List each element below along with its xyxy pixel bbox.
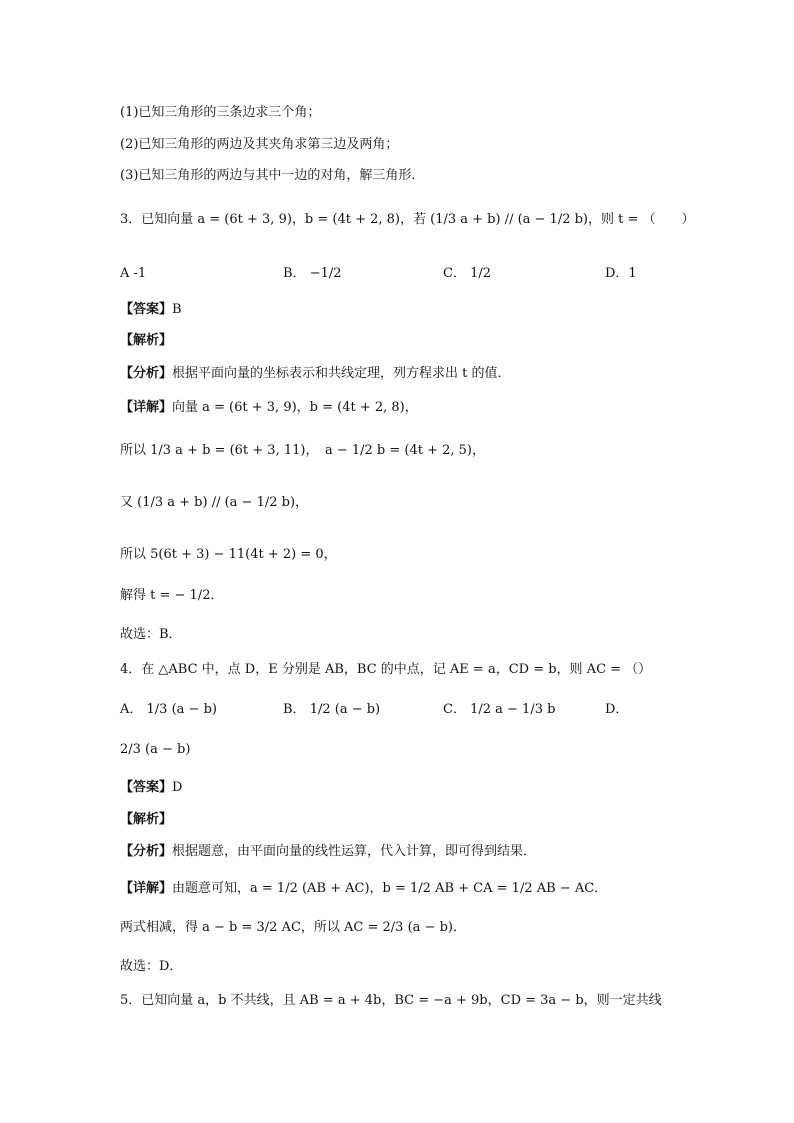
q3-conclusion: 故选：B．	[120, 627, 182, 642]
q3-analysis-title: 【解析】	[120, 333, 173, 348]
q4-detail-label: 【详解】	[120, 881, 173, 896]
q4-stem: 4．在 △ABC 中，点 D，E 分别是 AB，BC 的中点，记 AE = a，CD = b，则 AC = （）	[120, 662, 652, 677]
q4-option-c-value: 1/2 a − 1/3 b	[470, 702, 556, 717]
q4-option-d: D．	[605, 702, 629, 717]
q4-option-a-value: 1/3 (a − b)	[146, 702, 217, 717]
q4-answer-value: D	[172, 780, 183, 795]
q4-detail-line-2: 两式相减，得 a − b = 3/2 AC，所以 AC = 2/3 (a − b)．	[120, 920, 466, 935]
q3-option-b	[283, 264, 342, 284]
q3-detail-line-1: 向量 a = (6t + 3, 9)，b = (4t + 2, 8)，	[172, 400, 418, 415]
q4-fenxi	[120, 842, 536, 862]
q3-detail-line-4: 所以 5(6t + 3) − 11(4t + 2) = 0，	[120, 547, 337, 562]
q4-fenxi-label: 【分析】	[120, 844, 173, 859]
q4-answer-label: 【答案】	[120, 780, 173, 795]
q4-answer	[120, 778, 182, 798]
q3-option-b-value: −1/2	[309, 266, 342, 281]
q4-option-d-value: 2/3 (a − b)	[120, 742, 191, 757]
q3-stem: 3．已知向量 a = (6t + 3, 9)，b = (4t + 2, 8)，若 (1/3 a + b) // (a − 1/2 b)，则 t = （ ）	[120, 212, 695, 227]
q3-option-c	[443, 264, 491, 284]
q3-fenxi-text: 根据平面向量的坐标表示和共线定理，列方程求出 t 的值．	[172, 366, 511, 381]
q3-fenxi-label: 【分析】	[120, 366, 173, 381]
q3-detail-line-3: 又 (1/3 a + b) // (a − 1/2 b)，	[120, 495, 309, 510]
q3-option-d: D．1	[605, 266, 637, 281]
q3-option-a: A -1	[120, 266, 147, 281]
q3-answer-value: B	[172, 302, 182, 317]
q4-fenxi-text: 根据题意，由平面向量的线性运算，代入计算，即可得到结果．	[172, 844, 537, 859]
q4-detail-line-1: 由题意可知，a = 1/2 (AB + AC)，b = 1/2 AB + CA = 1/2 AB − AC．	[172, 881, 608, 896]
intro-item-3: (3)已知三角形的两边与其中一边的对角，解三角形．	[120, 168, 425, 183]
q4-conclusion: 故选：D．	[120, 959, 183, 974]
q4-analysis-title: 【解析】	[120, 812, 173, 827]
q4-option-a	[120, 700, 217, 720]
q3-option-b-prefix: B．	[283, 266, 306, 281]
q3-option-c-prefix: C．	[443, 266, 466, 281]
q4-option-b	[283, 700, 380, 720]
q3-answer-label: 【答案】	[120, 302, 173, 317]
intro-item-2: (2)已知三角形的两边及其夹角求第三边及两角；	[120, 137, 399, 152]
q3-answer	[120, 300, 182, 320]
q4-detail-1	[120, 879, 607, 899]
q3-detail-line-2: 所以 1/3 a + b = (6t + 3, 11)， a − 1/2 b = (4t + 2, 5)，	[120, 443, 485, 458]
q3-detail-1	[120, 398, 418, 418]
q4-option-a-prefix: A．	[120, 702, 143, 717]
q4-option-b-prefix: B．	[283, 702, 306, 717]
q3-option-c-value: 1/2	[470, 266, 492, 281]
q5-stem: 5．已知向量 a，b 不共线，且 AB = a + 4b，BC = −a + 9b，CD = 3a − b，则一定共线	[120, 993, 662, 1008]
q4-option-c	[443, 700, 555, 720]
q3-detail-line-5: 解得 t = − 1/2．	[120, 588, 224, 603]
q3-detail-label: 【详解】	[120, 400, 173, 415]
q4-option-c-prefix: C．	[443, 702, 466, 717]
q3-fenxi	[120, 364, 511, 384]
intro-item-1: (1)已知三角形的三条边求三个角；	[120, 105, 321, 120]
q4-option-b-value: 1/2 (a − b)	[309, 702, 381, 717]
